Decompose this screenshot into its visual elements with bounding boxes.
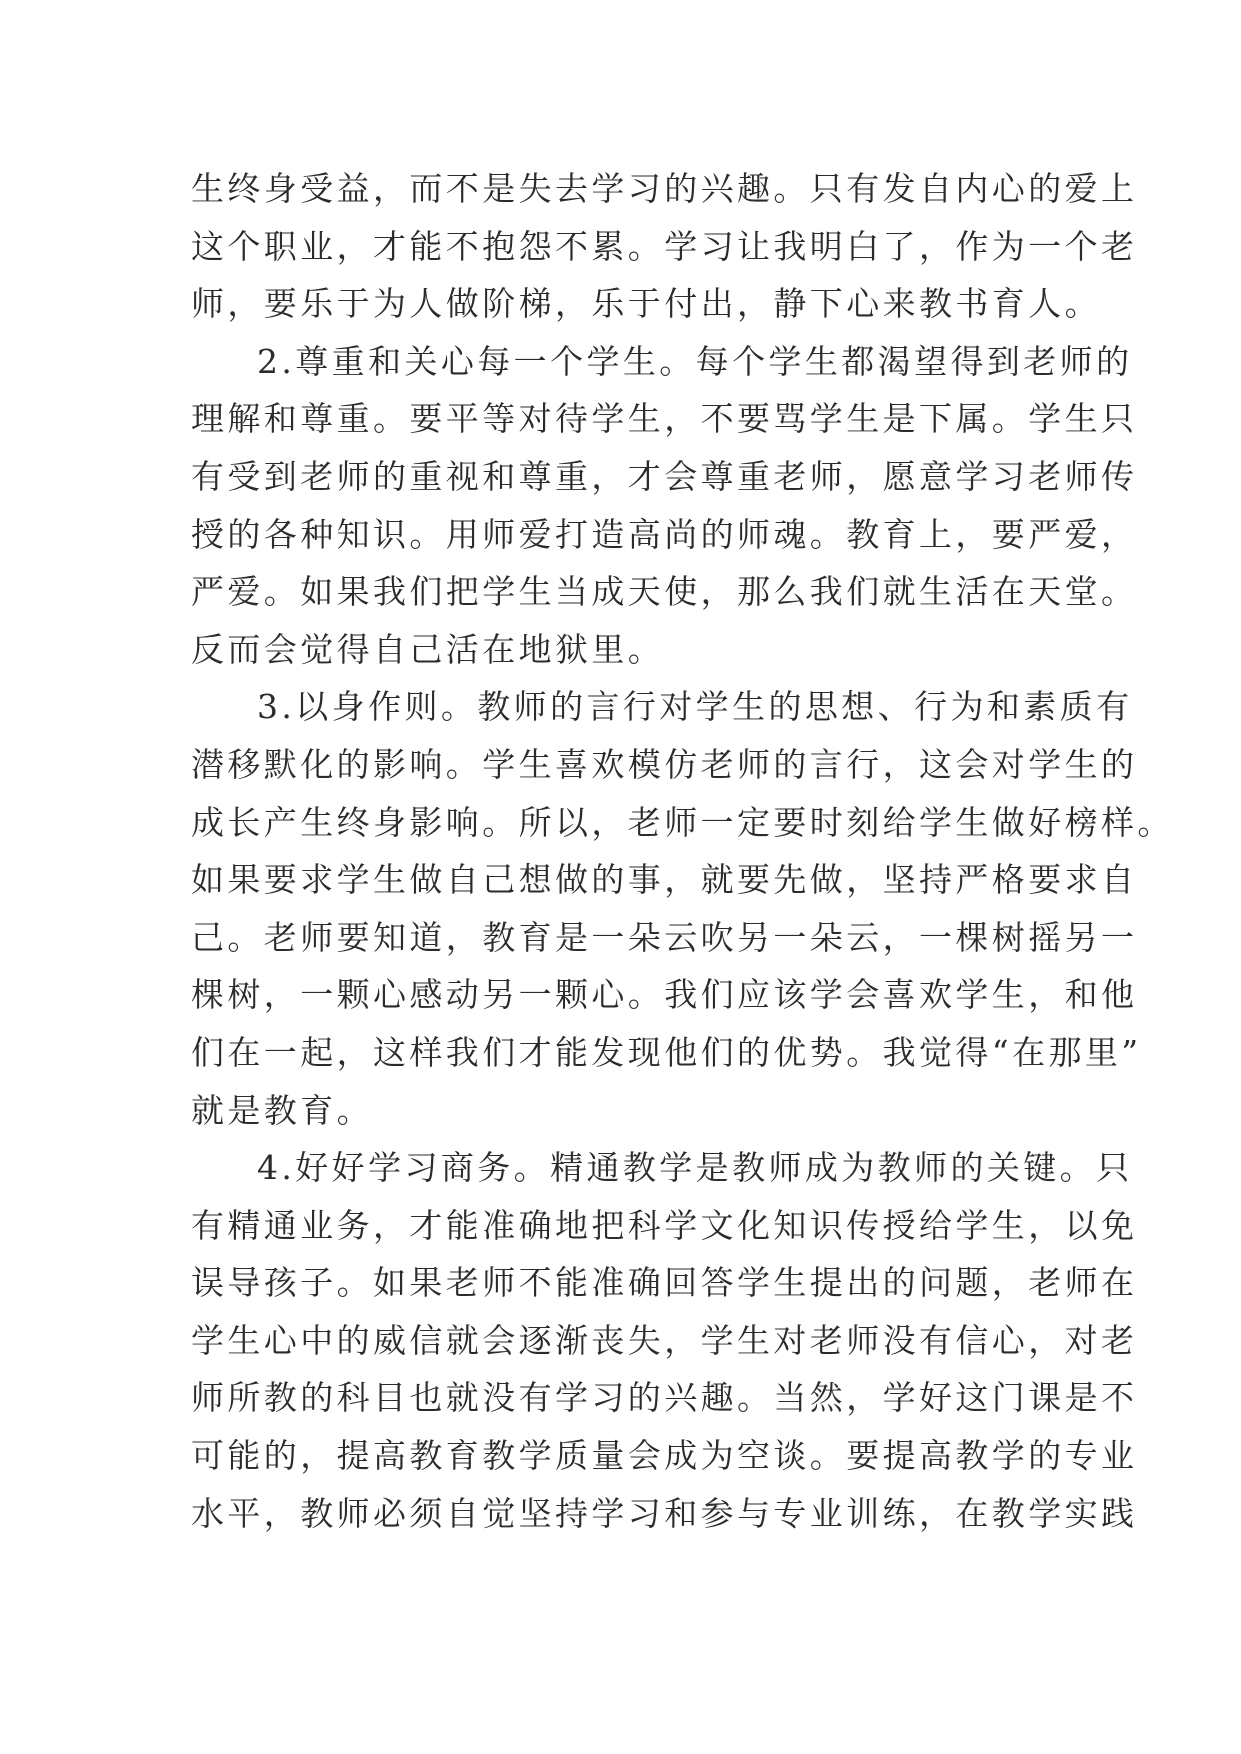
text-line: 4.好好学习商务。精通教学是教师成为教师的关键。只: [257, 1148, 1133, 1188]
paragraph-point-2: [191, 333, 1138, 679]
text-line: 成长产生终身影响。所以，老师一定要时刻给学生做好榜样。: [191, 802, 1174, 842]
paragraph-point-4: [191, 1139, 1138, 1542]
text-line: 生终身受益，而不是失去学习的兴趣。只有发自内心的爱上: [191, 169, 1138, 208]
text-line: 就是教育。: [191, 1090, 373, 1130]
text-line: 们在一起，这样我们才能发现他们的优势。我觉得“在那里”: [191, 1032, 1142, 1072]
paragraph-intro-tail: [191, 160, 1138, 333]
text-line: 反而会觉得自己活在地狱里。: [191, 629, 665, 669]
text-line: 学生心中的威信就会逐渐丧失，学生对老师没有信心，对老: [191, 1320, 1138, 1360]
text-line: 潜移默化的影响。学生喜欢模仿老师的言行，这会对学生的: [191, 744, 1138, 784]
text-line: 3.以身作则。教师的言行对学生的思想、行为和素质有: [257, 687, 1133, 727]
text-line: 有精通业务，才能准确地把科学文化知识传授给学生，以免: [191, 1205, 1138, 1245]
text-line: 2.尊重和关心每一个学生。每个学生都渴望得到老师的: [257, 341, 1133, 381]
text-line: 棵树，一颗心感动另一颗心。我们应该学会喜欢学生，和他: [191, 975, 1138, 1015]
document-body: [191, 160, 1174, 1542]
text-line: 水平，教师必须自觉坚持学习和参与专业训练，在教学实践: [191, 1493, 1138, 1533]
text-line: 师，要乐于为人做阶梯，乐于付出，静下心来教书育人。: [191, 284, 1101, 324]
text-line: 可能的，提高教育教学质量会成为空谈。要提高教学的专业: [191, 1436, 1138, 1476]
text-line: 师所教的科目也就没有学习的兴趣。当然，学好这门课是不: [191, 1378, 1138, 1418]
text-line: 严爱。如果我们把学生当成天使，那么我们就生活在天堂。: [191, 572, 1138, 612]
text-line: 误导孩子。如果老师不能准确回答学生提出的问题，老师在: [191, 1263, 1138, 1303]
text-line: 这个职业，才能不抱怨不累。学习让我明白了，作为一个老: [191, 226, 1138, 266]
text-line: 理解和尊重。要平等对待学生，不要骂学生是下属。学生只: [191, 399, 1138, 439]
text-line: 授的各种知识。用师爱打造高尚的师魂。教育上，要严爱，: [191, 514, 1138, 554]
text-line: 有受到老师的重视和尊重，才会尊重老师，愿意学习老师传: [191, 456, 1138, 496]
text-line: 如果要求学生做自己想做的事，就要先做，坚持严格要求自: [191, 860, 1138, 900]
text-line: 己。老师要知道，教育是一朵云吹另一朵云，一棵树摇另一: [191, 917, 1138, 957]
paragraph-point-3: [191, 678, 1174, 1139]
